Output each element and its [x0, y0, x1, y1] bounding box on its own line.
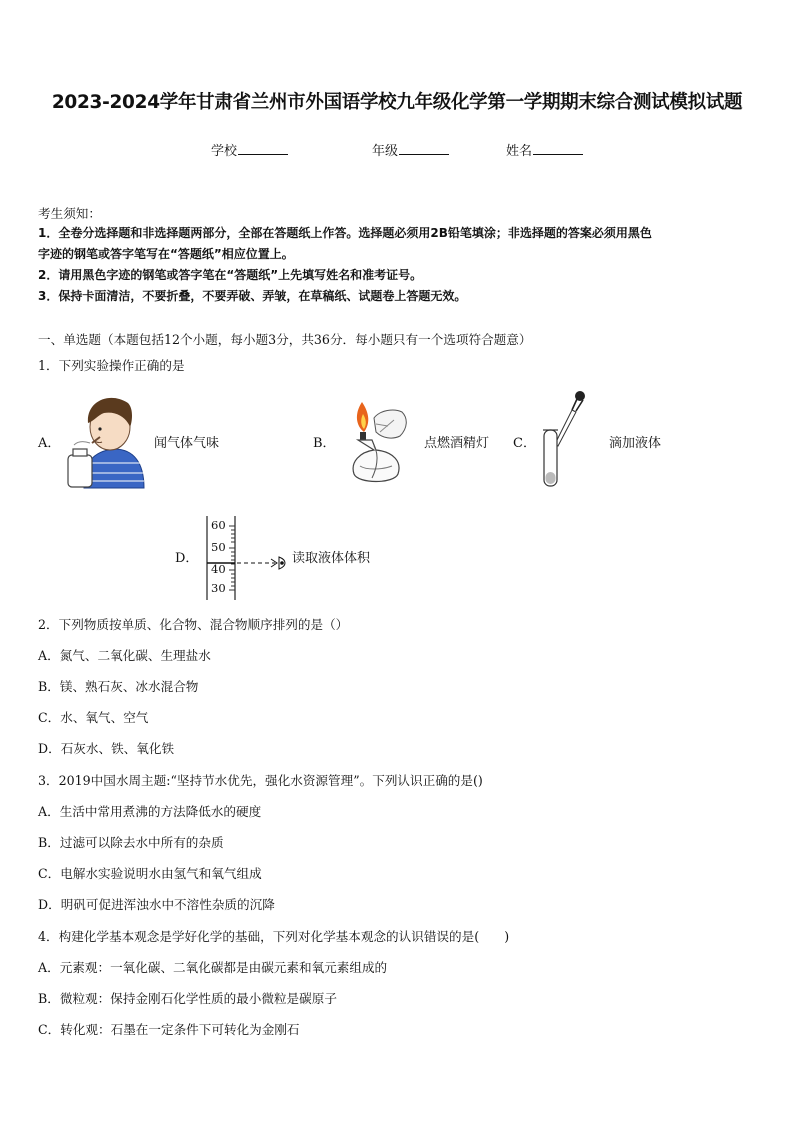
q1-option-a-caption: 闻气体气味	[154, 436, 220, 451]
q4-option[interactable]: B．微粒观：保持金刚石化学性质的最小微粒是碳原子	[38, 991, 337, 1006]
q3-option[interactable]: C．电解水实验说明水由氢气和氧气组成	[38, 866, 262, 881]
dropper-test-tube-illustration	[536, 390, 592, 490]
notice-line: 1．全卷分选择题和非选择题两部分，全部在答题纸上作答。选择题必须用2B铅笔填涂；非选择题的答案必须用黑色	[38, 226, 652, 240]
q4-option[interactable]: A．元素观：一氧化碳、二氧化碳都是由碳元素和氧元素组成的	[38, 960, 388, 975]
q3-option[interactable]: B．过滤可以除去水中所有的杂质	[38, 835, 224, 850]
q1-option-b-caption: 点燃酒精灯	[424, 436, 490, 451]
grade-blank[interactable]	[399, 142, 449, 155]
grade-label: 年级	[372, 144, 399, 159]
name-field[interactable]	[506, 140, 583, 159]
alcohol-lamp-illustration	[336, 396, 416, 488]
name-label: 姓名	[506, 144, 533, 159]
notice-line: 字迹的钢笔或答字笔写在“答题纸”相应位置上。	[38, 247, 294, 261]
page-title: 2023-2024学年甘肃省兰州市外国语学校九年级化学第一学期期末综合测试模拟试题	[51, 92, 743, 113]
q3-option[interactable]: A．生活中常用煮沸的方法降低水的硬度	[38, 804, 262, 819]
q1-option-c-caption: 滴加液体	[609, 436, 662, 451]
question-1-stem: 1．下列实验操作正确的是	[38, 358, 185, 373]
q2-option[interactable]: C．水、氧气、空气	[38, 710, 149, 725]
question-4-stem: 4．构建化学基本观念是学好化学的基础，下列对化学基本观念的认识错误的是( )	[38, 929, 510, 944]
q1-option-d-letter[interactable]: D．	[175, 551, 199, 566]
notice-line: 3．保持卡面清洁，不要折叠，不要弄破、弄皱，在草稿纸、试题卷上答题无效。	[38, 289, 467, 303]
q1-option-d-caption: 读取液体体积	[292, 551, 371, 566]
school-field[interactable]	[211, 140, 288, 159]
q3-option[interactable]: D．明矾可促进浑浊水中不溶性杂质的沉降	[38, 897, 275, 912]
cylinder-tick-label: 60	[211, 518, 226, 532]
q1-option-b-letter[interactable]: B．	[313, 436, 336, 451]
cylinder-tick-label: 50	[211, 540, 226, 554]
q4-option[interactable]: C．转化观：石墨在一定条件下可转化为金刚石	[38, 1022, 300, 1037]
notice-heading: 考生须知：	[38, 206, 101, 221]
q1-option-c-letter[interactable]: C．	[513, 436, 536, 451]
name-blank[interactable]	[533, 142, 583, 155]
q2-option[interactable]: B．镁、熟石灰、冰水混合物	[38, 679, 199, 694]
section-heading: 一、单选题（本题包括12个小题，每小题3分，共36分．每小题只有一个选项符合题意）	[38, 332, 532, 347]
grade-field[interactable]	[372, 140, 449, 159]
smelling-gas-illustration	[64, 393, 146, 489]
question-3-stem: 3．2019中国水周主题:“坚持节水优先，强化水资源管理”。下列认识正确的是()	[38, 773, 483, 788]
q2-option[interactable]: A．氮气、二氧化碳、生理盐水	[38, 648, 211, 663]
cylinder-tick-label: 40	[211, 562, 226, 576]
q2-option[interactable]: D．石灰水、铁、氧化铁	[38, 741, 175, 756]
question-2-stem: 2．下列物质按单质、化合物、混合物顺序排列的是（）	[38, 617, 349, 632]
cylinder-tick-label: 30	[211, 581, 226, 595]
q1-option-a-letter[interactable]: A．	[38, 436, 61, 451]
school-label: 学校	[211, 144, 238, 159]
notice-line: 2．请用黑色字迹的钢笔或答字笔在“答题纸”上先填写姓名和准考证号。	[38, 268, 423, 282]
school-blank[interactable]	[238, 142, 288, 155]
